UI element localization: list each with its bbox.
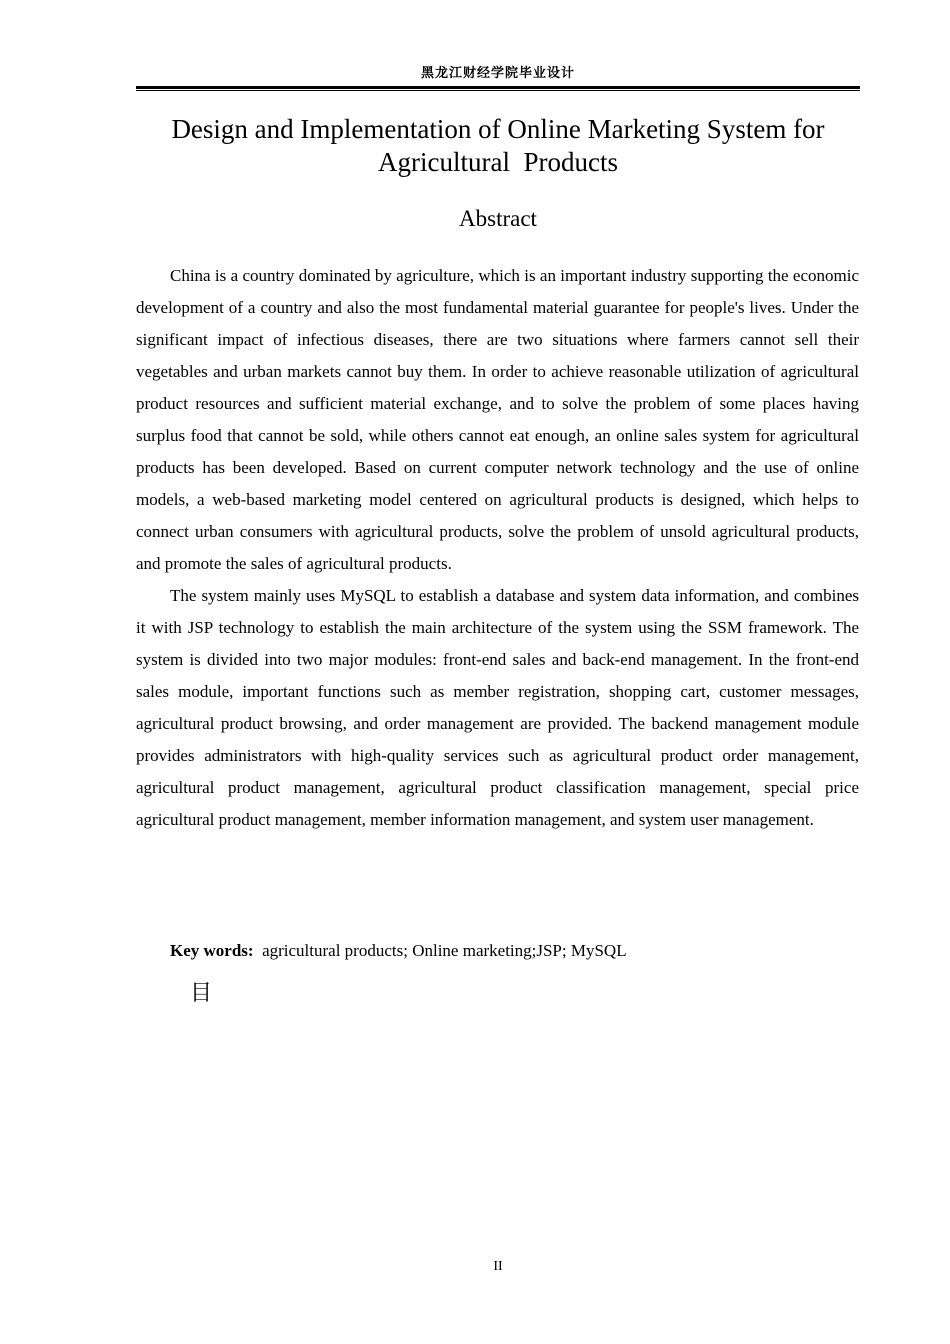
- abstract-body: [136, 260, 859, 836]
- abstract-paragraph-2: The system mainly uses MySQL to establish a database and system data information, and combines it with JSP technology to establish the main architecture of the system using the SSM framework. The system is divided into two major modules: front-end sales and back-end management. In the front-end sales module, important functions such as member registration, shopping cart, customer messages, agricultural product browsing, and order management are provided. The backend management module provides administrators with high-quality services such as agricultural product order management, agricultural product management, agricultural product classification management, special price agricultural product management, member information management, and system user management.: [136, 586, 859, 829]
- abstract-paragraph-1: China is a country dominated by agriculture, which is an important industry supporting the economic development of a country and also the most fundamental material guarantee for people's lives. Under the significant impact of infectious diseases, there are two situations where farmers cannot sell their vegetables and urban markets cannot buy them. In order to achieve reasonable utilization of agricultural product resources and sufficient material exchange, and to solve the problem of some places having surplus food that cannot be sold, while others cannot eat enough, an online sales system for agricultural products has been developed. Based on current computer network technology and the use of online models, a web-based marketing model centered on agricultural products is designed, which helps to connect urban consumers with agricultural products, solve the problem of unsold agricultural products, and promote the sales of agricultural products.: [136, 266, 859, 573]
- running-header: 黑龙江财经学院毕业设计: [420, 66, 575, 81]
- keywords-line: [170, 936, 627, 966]
- stray-character: 目: [190, 981, 213, 1006]
- header-double-rule: [136, 86, 860, 91]
- page-number: II: [493, 1259, 503, 1274]
- abstract-heading: Abstract: [459, 206, 537, 231]
- title-line-2: Agricultural Products: [378, 147, 618, 177]
- keywords-label: Key words:: [170, 941, 254, 960]
- document-title: [136, 113, 860, 179]
- title-line-1: Design and Implementation of Online Marketing System for: [171, 114, 825, 144]
- keywords-value: agricultural products; Online marketing;JSP; MySQL: [262, 941, 627, 960]
